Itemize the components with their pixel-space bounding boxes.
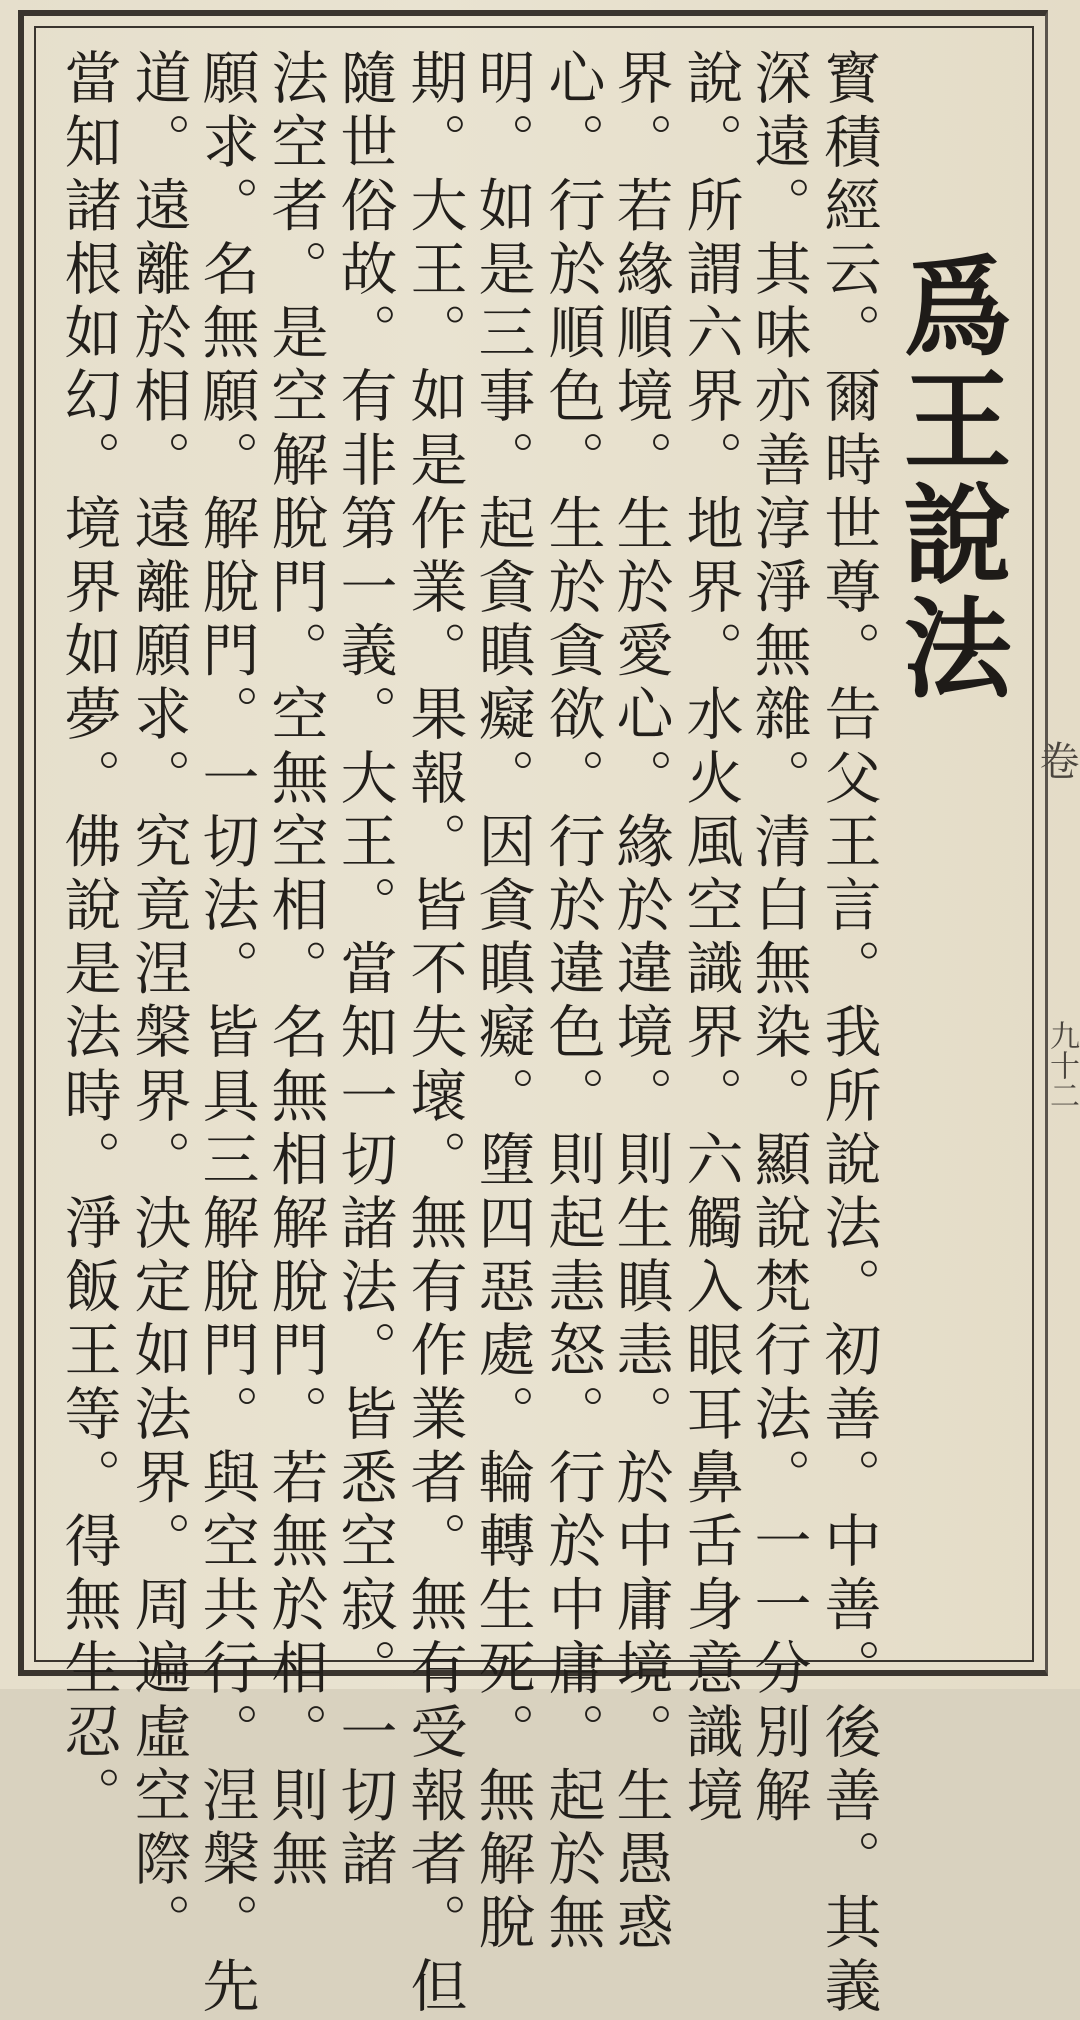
text-column-10: 願求。名無願。解脫門。一切法。皆具三解脫門。與空共行。涅槃。先 xyxy=(193,48,259,2020)
text-column-3: 說。所謂六界。地界。水火風空識界。六觸入眼耳鼻舌身意識境 xyxy=(677,48,743,1829)
text-column-12: 當知諸根如幻。境界如夢。佛說是法時。淨飯王等。得無生忍。 xyxy=(55,48,121,1829)
text-column-7: 期。大王。如是作業。果報。皆不失壞。無有作業者。無有受報者。但 xyxy=(401,48,467,2020)
text-column-5: 心。行於順色。生於貪欲。行於違色。則起恚怒。行於中庸。起於無 xyxy=(539,48,605,1956)
text-column-11: 道。遠離於相。遠離願求。究竟涅槃界。決定如法界。周遍虛空際。 xyxy=(125,48,191,1956)
margin-label-page: 九十二 xyxy=(1044,1020,1079,1110)
text-column-9: 法空者。是空解脫門。空無空相。名無相解脫門。若無於相。則無 xyxy=(262,48,328,1893)
text-column-8: 隨世俗故。有非第一義。大王。當知一切諸法。皆悉空寂。一切諸 xyxy=(331,48,397,1893)
section-title: 爲王說法 xyxy=(885,250,1011,706)
text-column-1: 寳積經云。爾時世尊。告父王言。我所說法。初善。中善。後善。其義 xyxy=(815,48,881,2020)
margin-label-volume: 卷 xyxy=(1033,740,1079,780)
text-column-6: 明。如是三事。起貪瞋癡。因貪瞋癡。墮四惡處。輪轉生死。無解脫 xyxy=(469,48,535,1956)
text-column-2: 深遠。其味亦善淳淨無雜。清白無染。顯說梵行法。一一分別解 xyxy=(745,48,811,1829)
text-column-4: 界。若緣順境。生於愛心。緣於違境。則生瞋恚。於中庸境。生愚惑 xyxy=(607,48,673,1956)
